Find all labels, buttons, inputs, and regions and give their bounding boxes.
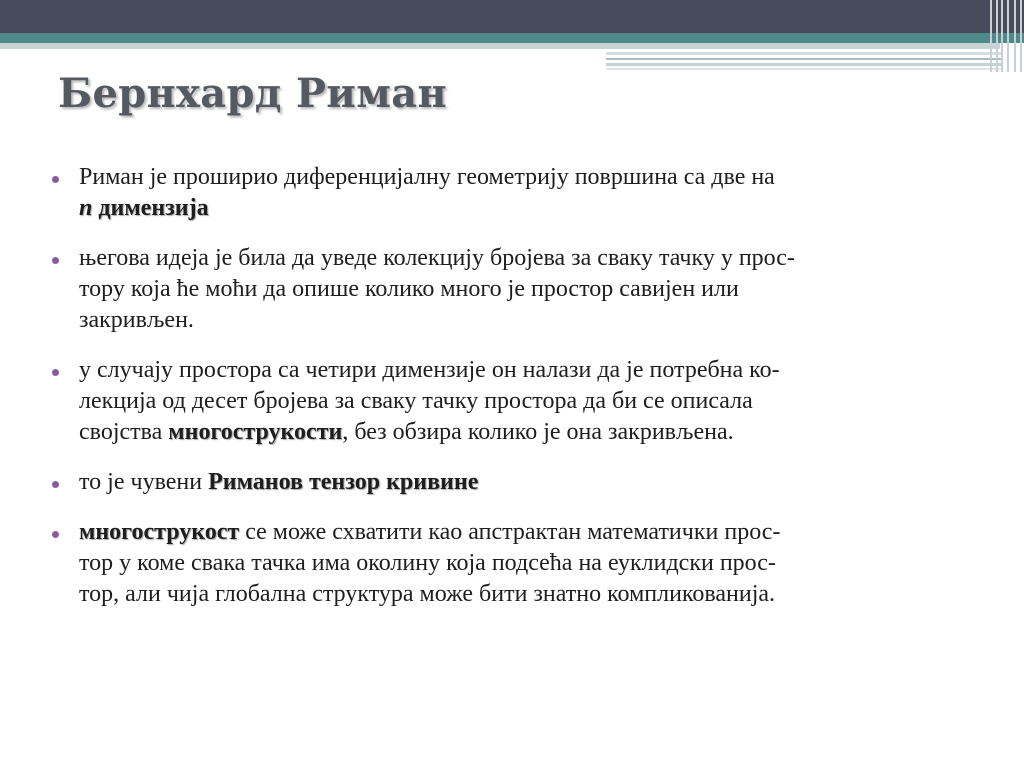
- bullet-text: , без обзира колико је она закривљена.: [342, 419, 734, 445]
- bullet-item: [52, 243, 997, 336]
- bullet-text: се може схватити као апстрактан математички прос-: [239, 519, 781, 545]
- bullet-dot-icon: [52, 531, 59, 538]
- header-dark-band: [0, 0, 1024, 33]
- bullet-text: тору која ће моћи да опише колико много је простор савијен или: [79, 276, 739, 302]
- bullet-dot-icon: [52, 176, 59, 183]
- bullet-text: тор у коме свака тачка има околину која подсећа на еуклидски прос-: [79, 550, 776, 576]
- bullet-text: лекција од десет бројева за сваку тачку простора да би се описала: [79, 388, 753, 414]
- bullet-emphasis: димензија: [98, 195, 209, 221]
- bullet-item: [52, 355, 997, 448]
- bullet-text: његова идеја је била да уведе колекцију бројева за сваку тачку у прос-: [79, 245, 795, 271]
- bullet-text: својства: [79, 419, 169, 445]
- bullet-text: то је чувени: [79, 469, 209, 495]
- header-line: [606, 68, 1001, 70]
- header-vertical-stripes: [988, 0, 1024, 72]
- bullet-item: [52, 517, 997, 610]
- bullet-text: у случају простора са четири димензије он налази да је потребна ко-: [79, 357, 780, 383]
- bullet-text: закривљен.: [79, 307, 194, 333]
- header-line: [606, 63, 1001, 66]
- header-teal-band: [0, 33, 1024, 43]
- header-line: [606, 52, 1001, 55]
- bullet-dot-icon: [52, 257, 59, 264]
- bullet-item: [52, 162, 997, 224]
- header-decoration: [0, 0, 1024, 72]
- bullet-dot-icon: [52, 369, 59, 376]
- bullet-item: [52, 467, 997, 498]
- slide-title: Бернхард Риман: [58, 70, 448, 117]
- bullet-dot-icon: [52, 481, 59, 488]
- bullet-emphasis: многострукост: [79, 519, 240, 545]
- bullet-emphasis: многострукости: [168, 419, 343, 445]
- bullet-emphasis: Риманов тензор кривине: [208, 469, 479, 495]
- header-line: [606, 58, 1001, 60]
- bullet-text: Риман је проширио диференцијалну геометрију површина са две на: [79, 164, 775, 190]
- bullet-list: [52, 162, 997, 629]
- bullet-emphasis: n: [79, 195, 93, 221]
- header-grey-band: [0, 43, 1000, 49]
- bullet-text: тор, али чија глобална структура може бити знатно компликованија.: [79, 581, 776, 607]
